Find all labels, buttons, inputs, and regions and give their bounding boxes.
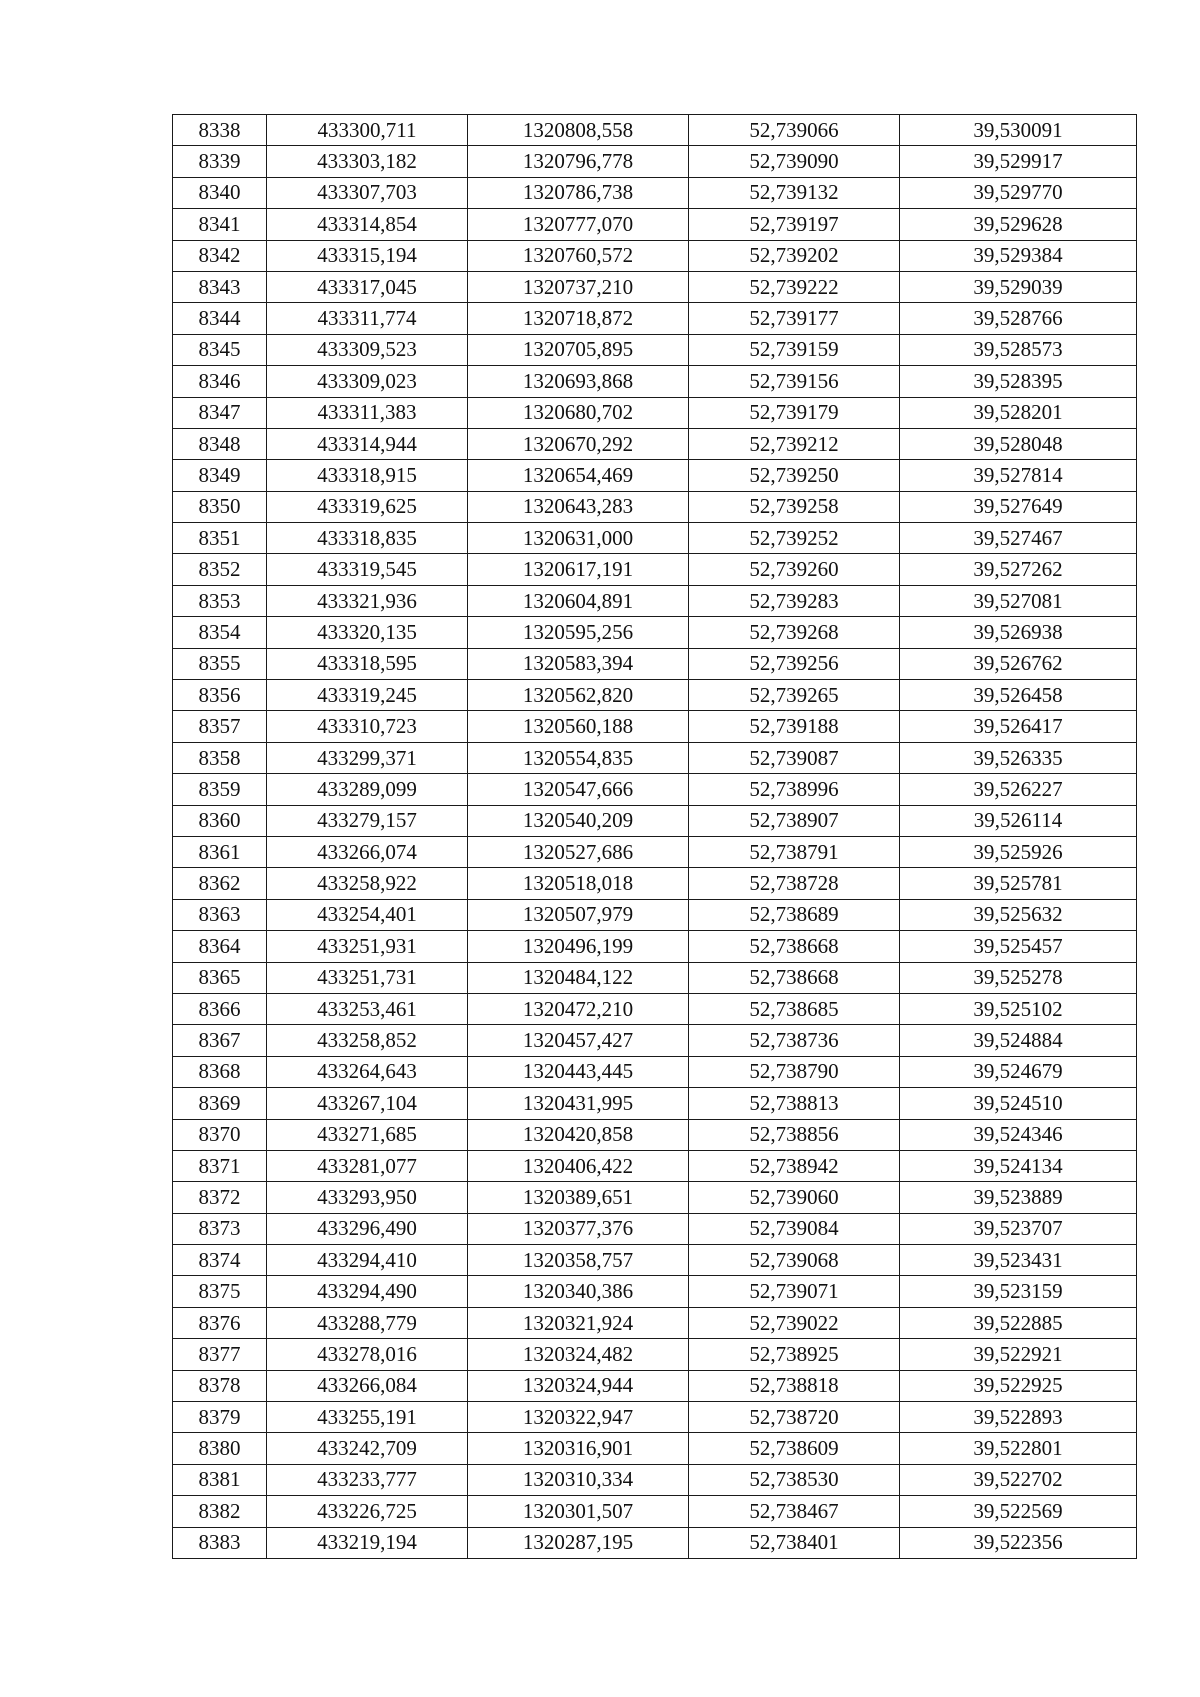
- point-number-cell: 8369: [173, 1088, 267, 1119]
- x-coordinate-cell: 433226,725: [267, 1496, 468, 1527]
- y-coordinate-cell: 1320547,666: [468, 774, 689, 805]
- longitude-cell: 39,523889: [900, 1182, 1137, 1213]
- point-number-cell: 8341: [173, 209, 267, 240]
- table-row: [173, 993, 1137, 1024]
- table-row: [173, 648, 1137, 679]
- table-row: [173, 428, 1137, 459]
- longitude-cell: 39,524884: [900, 1025, 1137, 1056]
- table-row: [173, 366, 1137, 397]
- table-row: [173, 209, 1137, 240]
- table-row: [173, 617, 1137, 648]
- x-coordinate-cell: 433293,950: [267, 1182, 468, 1213]
- point-number-cell: 8379: [173, 1402, 267, 1433]
- table-row: [173, 303, 1137, 334]
- y-coordinate-cell: 1320340,386: [468, 1276, 689, 1307]
- longitude-cell: 39,524510: [900, 1088, 1137, 1119]
- point-number-cell: 8377: [173, 1339, 267, 1370]
- table-row: [173, 1370, 1137, 1401]
- y-coordinate-cell: 1320554,835: [468, 742, 689, 773]
- latitude-cell: 52,739222: [689, 271, 900, 302]
- y-coordinate-cell: 1320718,872: [468, 303, 689, 334]
- longitude-cell: 39,528766: [900, 303, 1137, 334]
- longitude-cell: 39,529917: [900, 146, 1137, 177]
- table-row: [173, 1119, 1137, 1150]
- point-number-cell: 8352: [173, 554, 267, 585]
- x-coordinate-cell: 433258,922: [267, 868, 468, 899]
- longitude-cell: 39,529039: [900, 271, 1137, 302]
- x-coordinate-cell: 433317,045: [267, 271, 468, 302]
- coordinates-table: [172, 114, 1137, 1559]
- longitude-cell: 39,527262: [900, 554, 1137, 585]
- x-coordinate-cell: 433279,157: [267, 805, 468, 836]
- point-number-cell: 8368: [173, 1056, 267, 1087]
- latitude-cell: 52,738813: [689, 1088, 900, 1119]
- latitude-cell: 52,739256: [689, 648, 900, 679]
- y-coordinate-cell: 1320322,947: [468, 1402, 689, 1433]
- latitude-cell: 52,738467: [689, 1496, 900, 1527]
- point-number-cell: 8381: [173, 1464, 267, 1495]
- y-coordinate-cell: 1320324,944: [468, 1370, 689, 1401]
- longitude-cell: 39,528048: [900, 428, 1137, 459]
- y-coordinate-cell: 1320287,195: [468, 1527, 689, 1558]
- point-number-cell: 8358: [173, 742, 267, 773]
- y-coordinate-cell: 1320358,757: [468, 1245, 689, 1276]
- point-number-cell: 8360: [173, 805, 267, 836]
- y-coordinate-cell: 1320377,376: [468, 1213, 689, 1244]
- point-number-cell: 8362: [173, 868, 267, 899]
- point-number-cell: 8349: [173, 460, 267, 491]
- table-row: [173, 1464, 1137, 1495]
- latitude-cell: 52,739188: [689, 711, 900, 742]
- latitude-cell: 52,739250: [689, 460, 900, 491]
- x-coordinate-cell: 433294,410: [267, 1245, 468, 1276]
- x-coordinate-cell: 433242,709: [267, 1433, 468, 1464]
- x-coordinate-cell: 433319,625: [267, 491, 468, 522]
- table-row: [173, 680, 1137, 711]
- table-row: [173, 1496, 1137, 1527]
- x-coordinate-cell: 433254,401: [267, 899, 468, 930]
- table-row: [173, 115, 1137, 146]
- latitude-cell: 52,738609: [689, 1433, 900, 1464]
- latitude-cell: 52,739132: [689, 177, 900, 208]
- table-row: [173, 491, 1137, 522]
- longitude-cell: 39,525632: [900, 899, 1137, 930]
- y-coordinate-cell: 1320654,469: [468, 460, 689, 491]
- y-coordinate-cell: 1320316,901: [468, 1433, 689, 1464]
- point-number-cell: 8346: [173, 366, 267, 397]
- y-coordinate-cell: 1320583,394: [468, 648, 689, 679]
- latitude-cell: 52,738856: [689, 1119, 900, 1150]
- latitude-cell: 52,739197: [689, 209, 900, 240]
- y-coordinate-cell: 1320560,188: [468, 711, 689, 742]
- longitude-cell: 39,523431: [900, 1245, 1137, 1276]
- latitude-cell: 52,739060: [689, 1182, 900, 1213]
- x-coordinate-cell: 433299,371: [267, 742, 468, 773]
- table-row: [173, 1276, 1137, 1307]
- table-row: [173, 177, 1137, 208]
- table-row: [173, 1213, 1137, 1244]
- point-number-cell: 8367: [173, 1025, 267, 1056]
- point-number-cell: 8374: [173, 1245, 267, 1276]
- longitude-cell: 39,527081: [900, 585, 1137, 616]
- longitude-cell: 39,526335: [900, 742, 1137, 773]
- longitude-cell: 39,525781: [900, 868, 1137, 899]
- x-coordinate-cell: 433311,774: [267, 303, 468, 334]
- latitude-cell: 52,738689: [689, 899, 900, 930]
- point-number-cell: 8361: [173, 836, 267, 867]
- table-row: [173, 1339, 1137, 1370]
- latitude-cell: 52,739071: [689, 1276, 900, 1307]
- y-coordinate-cell: 1320631,000: [468, 523, 689, 554]
- longitude-cell: 39,526417: [900, 711, 1137, 742]
- point-number-cell: 8364: [173, 931, 267, 962]
- x-coordinate-cell: 433318,835: [267, 523, 468, 554]
- x-coordinate-cell: 433314,854: [267, 209, 468, 240]
- x-coordinate-cell: 433309,523: [267, 334, 468, 365]
- point-number-cell: 8339: [173, 146, 267, 177]
- y-coordinate-cell: 1320737,210: [468, 271, 689, 302]
- point-number-cell: 8347: [173, 397, 267, 428]
- table-row: [173, 1527, 1137, 1558]
- x-coordinate-cell: 433314,944: [267, 428, 468, 459]
- point-number-cell: 8357: [173, 711, 267, 742]
- longitude-cell: 39,525278: [900, 962, 1137, 993]
- y-coordinate-cell: 1320484,122: [468, 962, 689, 993]
- point-number-cell: 8356: [173, 680, 267, 711]
- y-coordinate-cell: 1320808,558: [468, 115, 689, 146]
- point-number-cell: 8378: [173, 1370, 267, 1401]
- y-coordinate-cell: 1320760,572: [468, 240, 689, 271]
- y-coordinate-cell: 1320457,427: [468, 1025, 689, 1056]
- longitude-cell: 39,528395: [900, 366, 1137, 397]
- longitude-cell: 39,528573: [900, 334, 1137, 365]
- latitude-cell: 52,739202: [689, 240, 900, 271]
- longitude-cell: 39,526458: [900, 680, 1137, 711]
- x-coordinate-cell: 433266,074: [267, 836, 468, 867]
- table-row: [173, 868, 1137, 899]
- table-row: [173, 1056, 1137, 1087]
- latitude-cell: 52,738728: [689, 868, 900, 899]
- x-coordinate-cell: 433251,931: [267, 931, 468, 962]
- latitude-cell: 52,738720: [689, 1402, 900, 1433]
- table-row: [173, 1245, 1137, 1276]
- y-coordinate-cell: 1320496,199: [468, 931, 689, 962]
- y-coordinate-cell: 1320777,070: [468, 209, 689, 240]
- longitude-cell: 39,529770: [900, 177, 1137, 208]
- y-coordinate-cell: 1320389,651: [468, 1182, 689, 1213]
- x-coordinate-cell: 433271,685: [267, 1119, 468, 1150]
- longitude-cell: 39,525102: [900, 993, 1137, 1024]
- y-coordinate-cell: 1320670,292: [468, 428, 689, 459]
- x-coordinate-cell: 433320,135: [267, 617, 468, 648]
- latitude-cell: 52,738736: [689, 1025, 900, 1056]
- latitude-cell: 52,739159: [689, 334, 900, 365]
- longitude-cell: 39,528201: [900, 397, 1137, 428]
- latitude-cell: 52,738925: [689, 1339, 900, 1370]
- latitude-cell: 52,739283: [689, 585, 900, 616]
- x-coordinate-cell: 433309,023: [267, 366, 468, 397]
- longitude-cell: 39,527467: [900, 523, 1137, 554]
- table-row: [173, 1182, 1137, 1213]
- y-coordinate-cell: 1320705,895: [468, 334, 689, 365]
- point-number-cell: 8344: [173, 303, 267, 334]
- x-coordinate-cell: 433264,643: [267, 1056, 468, 1087]
- point-number-cell: 8365: [173, 962, 267, 993]
- table-row: [173, 460, 1137, 491]
- point-number-cell: 8380: [173, 1433, 267, 1464]
- x-coordinate-cell: 433319,245: [267, 680, 468, 711]
- y-coordinate-cell: 1320643,283: [468, 491, 689, 522]
- x-coordinate-cell: 433258,852: [267, 1025, 468, 1056]
- y-coordinate-cell: 1320562,820: [468, 680, 689, 711]
- latitude-cell: 52,739022: [689, 1307, 900, 1338]
- table-body: [173, 115, 1137, 1559]
- x-coordinate-cell: 433266,084: [267, 1370, 468, 1401]
- table-row: [173, 271, 1137, 302]
- x-coordinate-cell: 433310,723: [267, 711, 468, 742]
- x-coordinate-cell: 433300,711: [267, 115, 468, 146]
- longitude-cell: 39,522569: [900, 1496, 1137, 1527]
- table-row: [173, 240, 1137, 271]
- y-coordinate-cell: 1320472,210: [468, 993, 689, 1024]
- x-coordinate-cell: 433303,182: [267, 146, 468, 177]
- longitude-cell: 39,522702: [900, 1464, 1137, 1495]
- x-coordinate-cell: 433251,731: [267, 962, 468, 993]
- point-number-cell: 8373: [173, 1213, 267, 1244]
- y-coordinate-cell: 1320310,334: [468, 1464, 689, 1495]
- y-coordinate-cell: 1320431,995: [468, 1088, 689, 1119]
- point-number-cell: 8348: [173, 428, 267, 459]
- table-row: [173, 1307, 1137, 1338]
- y-coordinate-cell: 1320604,891: [468, 585, 689, 616]
- y-coordinate-cell: 1320595,256: [468, 617, 689, 648]
- y-coordinate-cell: 1320786,738: [468, 177, 689, 208]
- table-row: [173, 554, 1137, 585]
- x-coordinate-cell: 433294,490: [267, 1276, 468, 1307]
- latitude-cell: 52,738790: [689, 1056, 900, 1087]
- table-row: [173, 1150, 1137, 1181]
- x-coordinate-cell: 433296,490: [267, 1213, 468, 1244]
- point-number-cell: 8375: [173, 1276, 267, 1307]
- y-coordinate-cell: 1320680,702: [468, 397, 689, 428]
- y-coordinate-cell: 1320796,778: [468, 146, 689, 177]
- y-coordinate-cell: 1320693,868: [468, 366, 689, 397]
- x-coordinate-cell: 433219,194: [267, 1527, 468, 1558]
- point-number-cell: 8363: [173, 899, 267, 930]
- table-row: [173, 585, 1137, 616]
- latitude-cell: 52,738907: [689, 805, 900, 836]
- table-row: [173, 146, 1137, 177]
- longitude-cell: 39,522925: [900, 1370, 1137, 1401]
- x-coordinate-cell: 433255,191: [267, 1402, 468, 1433]
- latitude-cell: 52,739068: [689, 1245, 900, 1276]
- x-coordinate-cell: 433278,016: [267, 1339, 468, 1370]
- latitude-cell: 52,738818: [689, 1370, 900, 1401]
- y-coordinate-cell: 1320420,858: [468, 1119, 689, 1150]
- longitude-cell: 39,523159: [900, 1276, 1137, 1307]
- point-number-cell: 8371: [173, 1150, 267, 1181]
- latitude-cell: 52,739179: [689, 397, 900, 428]
- latitude-cell: 52,739066: [689, 115, 900, 146]
- longitude-cell: 39,522921: [900, 1339, 1137, 1370]
- longitude-cell: 39,524679: [900, 1056, 1137, 1087]
- latitude-cell: 52,738668: [689, 931, 900, 962]
- table-row: [173, 742, 1137, 773]
- longitude-cell: 39,526227: [900, 774, 1137, 805]
- latitude-cell: 52,739087: [689, 742, 900, 773]
- latitude-cell: 52,738996: [689, 774, 900, 805]
- longitude-cell: 39,529384: [900, 240, 1137, 271]
- x-coordinate-cell: 433318,595: [267, 648, 468, 679]
- table-row: [173, 1088, 1137, 1119]
- latitude-cell: 52,739252: [689, 523, 900, 554]
- x-coordinate-cell: 433288,779: [267, 1307, 468, 1338]
- x-coordinate-cell: 433311,383: [267, 397, 468, 428]
- longitude-cell: 39,523707: [900, 1213, 1137, 1244]
- y-coordinate-cell: 1320617,191: [468, 554, 689, 585]
- point-number-cell: 8382: [173, 1496, 267, 1527]
- point-number-cell: 8372: [173, 1182, 267, 1213]
- longitude-cell: 39,522801: [900, 1433, 1137, 1464]
- longitude-cell: 39,530091: [900, 115, 1137, 146]
- latitude-cell: 52,739260: [689, 554, 900, 585]
- point-number-cell: 8338: [173, 115, 267, 146]
- y-coordinate-cell: 1320518,018: [468, 868, 689, 899]
- x-coordinate-cell: 433267,104: [267, 1088, 468, 1119]
- point-number-cell: 8354: [173, 617, 267, 648]
- x-coordinate-cell: 433321,936: [267, 585, 468, 616]
- y-coordinate-cell: 1320443,445: [468, 1056, 689, 1087]
- y-coordinate-cell: 1320301,507: [468, 1496, 689, 1527]
- latitude-cell: 52,738942: [689, 1150, 900, 1181]
- latitude-cell: 52,739268: [689, 617, 900, 648]
- x-coordinate-cell: 433307,703: [267, 177, 468, 208]
- latitude-cell: 52,739177: [689, 303, 900, 334]
- longitude-cell: 39,529628: [900, 209, 1137, 240]
- point-number-cell: 8342: [173, 240, 267, 271]
- table-row: [173, 711, 1137, 742]
- latitude-cell: 52,739265: [689, 680, 900, 711]
- longitude-cell: 39,527649: [900, 491, 1137, 522]
- x-coordinate-cell: 433289,099: [267, 774, 468, 805]
- longitude-cell: 39,524346: [900, 1119, 1137, 1150]
- point-number-cell: 8345: [173, 334, 267, 365]
- latitude-cell: 52,739212: [689, 428, 900, 459]
- point-number-cell: 8353: [173, 585, 267, 616]
- table-row: [173, 899, 1137, 930]
- longitude-cell: 39,525926: [900, 836, 1137, 867]
- y-coordinate-cell: 1320540,209: [468, 805, 689, 836]
- table-row: [173, 1402, 1137, 1433]
- longitude-cell: 39,525457: [900, 931, 1137, 962]
- longitude-cell: 39,522356: [900, 1527, 1137, 1558]
- point-number-cell: 8351: [173, 523, 267, 554]
- y-coordinate-cell: 1320507,979: [468, 899, 689, 930]
- table-row: [173, 962, 1137, 993]
- table-row: [173, 397, 1137, 428]
- y-coordinate-cell: 1320324,482: [468, 1339, 689, 1370]
- latitude-cell: 52,738685: [689, 993, 900, 1024]
- table-row: [173, 931, 1137, 962]
- longitude-cell: 39,527814: [900, 460, 1137, 491]
- latitude-cell: 52,738668: [689, 962, 900, 993]
- table-row: [173, 805, 1137, 836]
- point-number-cell: 8370: [173, 1119, 267, 1150]
- longitude-cell: 39,522893: [900, 1402, 1137, 1433]
- point-number-cell: 8366: [173, 993, 267, 1024]
- x-coordinate-cell: 433315,194: [267, 240, 468, 271]
- latitude-cell: 52,739156: [689, 366, 900, 397]
- point-number-cell: 8343: [173, 271, 267, 302]
- longitude-cell: 39,526762: [900, 648, 1137, 679]
- table-row: [173, 334, 1137, 365]
- latitude-cell: 52,739084: [689, 1213, 900, 1244]
- longitude-cell: 39,526938: [900, 617, 1137, 648]
- longitude-cell: 39,522885: [900, 1307, 1137, 1338]
- latitude-cell: 52,738401: [689, 1527, 900, 1558]
- table-row: [173, 1433, 1137, 1464]
- y-coordinate-cell: 1320321,924: [468, 1307, 689, 1338]
- table-row: [173, 774, 1137, 805]
- y-coordinate-cell: 1320406,422: [468, 1150, 689, 1181]
- table-row: [173, 836, 1137, 867]
- longitude-cell: 39,526114: [900, 805, 1137, 836]
- x-coordinate-cell: 433233,777: [267, 1464, 468, 1495]
- point-number-cell: 8340: [173, 177, 267, 208]
- point-number-cell: 8376: [173, 1307, 267, 1338]
- y-coordinate-cell: 1320527,686: [468, 836, 689, 867]
- x-coordinate-cell: 433318,915: [267, 460, 468, 491]
- point-number-cell: 8359: [173, 774, 267, 805]
- latitude-cell: 52,739258: [689, 491, 900, 522]
- table-row: [173, 1025, 1137, 1056]
- table-row: [173, 523, 1137, 554]
- longitude-cell: 39,524134: [900, 1150, 1137, 1181]
- latitude-cell: 52,738530: [689, 1464, 900, 1495]
- x-coordinate-cell: 433281,077: [267, 1150, 468, 1181]
- point-number-cell: 8355: [173, 648, 267, 679]
- point-number-cell: 8350: [173, 491, 267, 522]
- latitude-cell: 52,739090: [689, 146, 900, 177]
- latitude-cell: 52,738791: [689, 836, 900, 867]
- x-coordinate-cell: 433253,461: [267, 993, 468, 1024]
- point-number-cell: 8383: [173, 1527, 267, 1558]
- x-coordinate-cell: 433319,545: [267, 554, 468, 585]
